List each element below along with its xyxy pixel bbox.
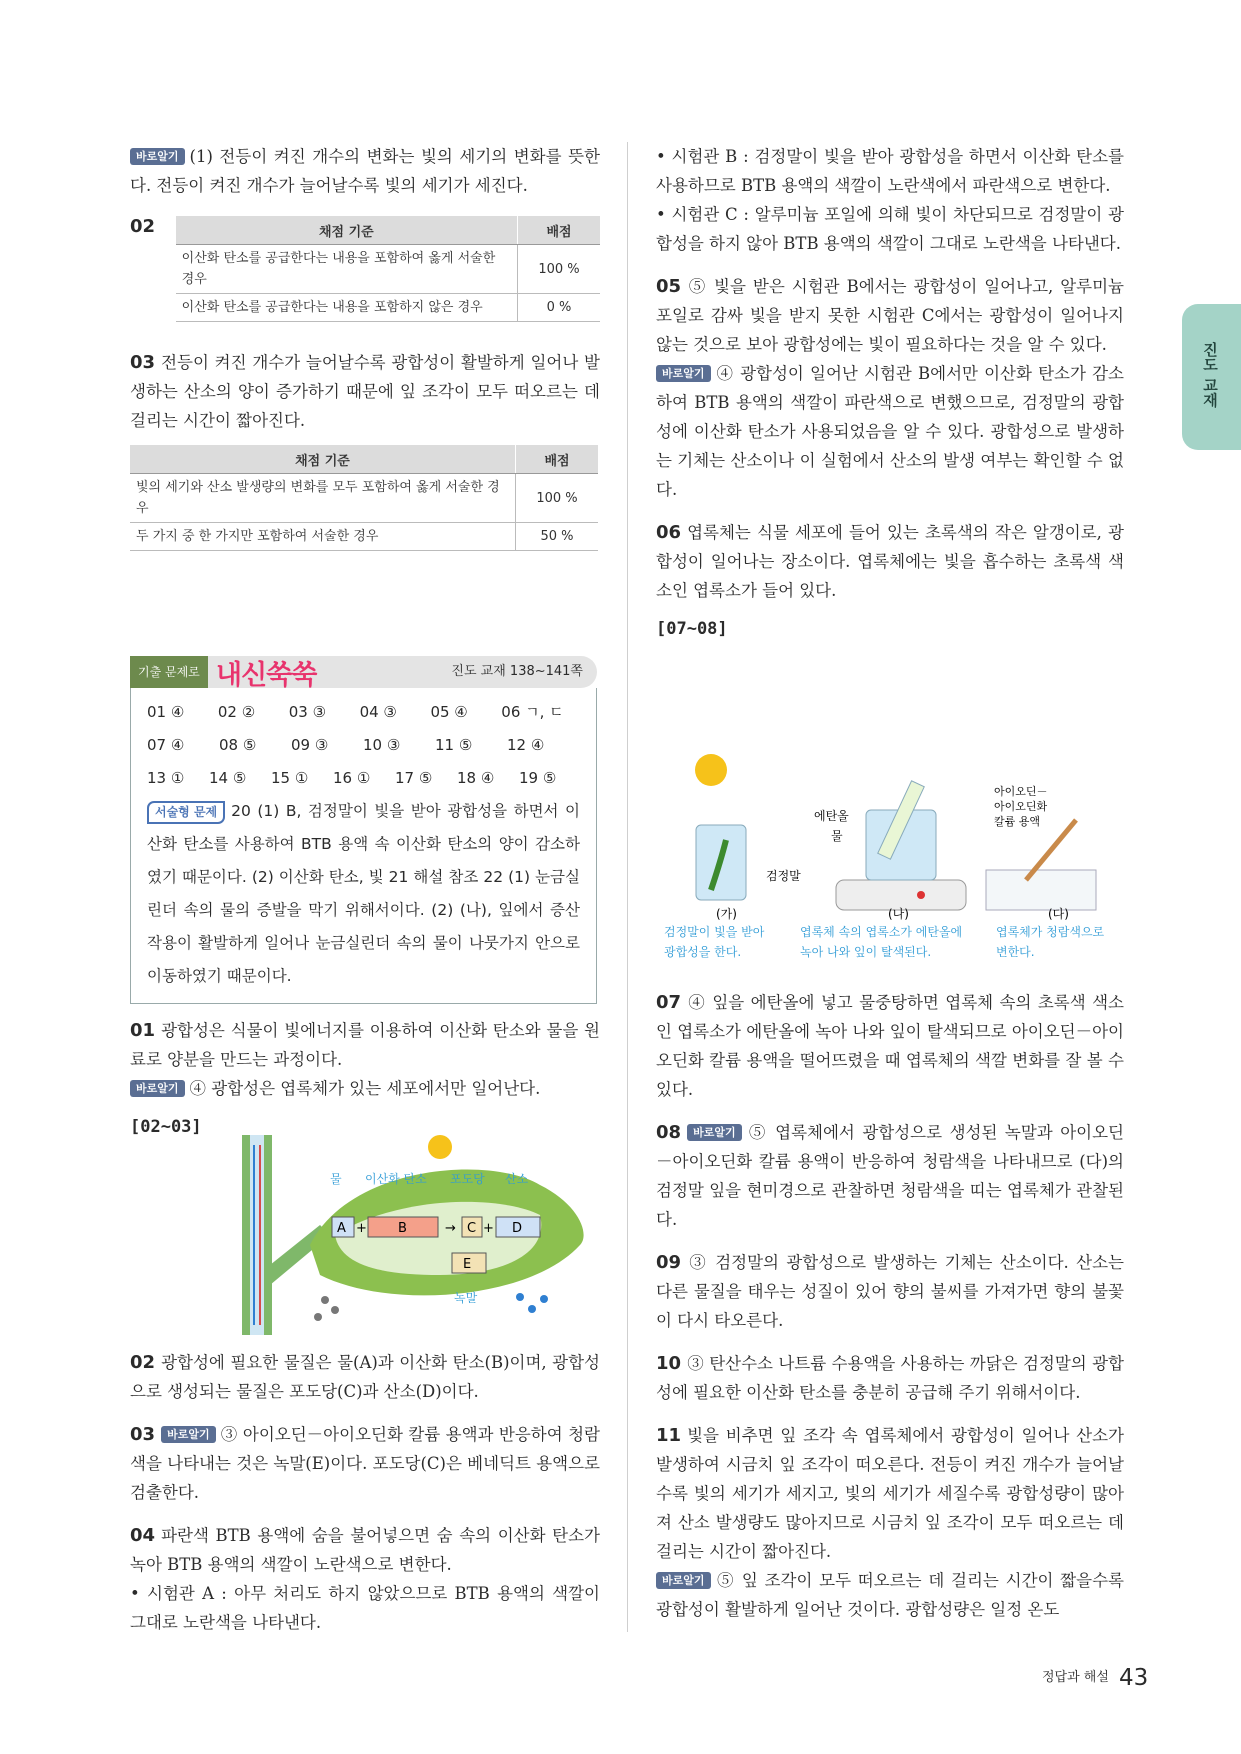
intro-note: 바로알기 (1) 전등이 켜진 개수의 변화는 빛의 세기의 변화를 뜻한다. 전등이 켜진 개수가 늘어날수록 빛의 세기가 세진다.	[130, 147, 600, 195]
svg-text:→: →	[445, 1221, 456, 1236]
answer-row: 13 ① 14 ⑤ 15 ① 16 ① 17 ⑤ 18 ④ 19 ⑤	[147, 769, 557, 787]
q02-number: 02	[130, 216, 156, 237]
sun-icon	[695, 754, 727, 786]
experiment-diagram	[656, 750, 1124, 920]
svg-text:A: A	[337, 1221, 346, 1236]
answer-header	[130, 656, 597, 691]
caption-da: 엽록체가 청람색으로 변한다.	[996, 925, 1105, 959]
answer-box	[130, 656, 597, 1004]
svg-text:+: +	[483, 1221, 494, 1236]
svg-text:B: B	[398, 1221, 407, 1236]
svg-text:칼륨 용액: 칼륨 용액	[994, 815, 1041, 828]
leaf-diagram	[240, 1125, 600, 1335]
left-column	[130, 142, 600, 551]
figure1-title: [02~03]	[130, 1117, 202, 1137]
a07-text: 07 ④ 잎을 에탄올에 넣고 물중탕하면 엽록체 속의 초록색 색소인 엽록소가 에탄올에 녹아 나와 잎이 탈색되므로 아이오딘－아이오딘화 칼륨 용액을 떨어뜨렸을 때 엽록체의 색깔 변화를 잘 볼 수 있다.	[656, 992, 1124, 1099]
a09-text: 09 ③ 검정말의 광합성으로 발생하는 기체는 산소이다. 산소는 다른 물질을 태우는 성질이 있어 향의 불씨를 가져가면 향의 불꽃이 다시 타오른다.	[656, 1252, 1124, 1330]
footer-title: 정답과 해설	[1042, 1670, 1109, 1685]
svg-text:(다): (다)	[1048, 907, 1069, 920]
a08-text: 08 바로알기 ⑤ 엽록체에서 광합성으로 생성된 녹말과 아이오딘－아이오딘화 칼륨 용액이 반응하여 청람색을 나타내므로 (다)의 검정말 잎을 현미경으로 관찰하면 청람색을 띠는 엽록체가 관찰된다.	[656, 1122, 1124, 1229]
right-column	[656, 142, 1124, 647]
note-tag: 바로알기	[130, 148, 185, 165]
svg-text:포도당: 포도당	[450, 1172, 485, 1186]
caption-na: 엽록체 속의 엽록소가 에탄올에 녹아 나와 잎이 탈색된다.	[800, 925, 963, 959]
a05-note: 바로알기 ④ 광합성이 일어난 시험관 B에서만 이산화 탄소가 감소하여 BTB 용액의 색깔이 파란색으로 변했으므로, 검정말의 광합성에 이산화 탄소가 사용되었음을 알 수 있다. 광합성으로 발생하는 기체는 산소이나 이 실험에서 산소의 발생 여부는 확인할 수 없다.	[656, 364, 1124, 499]
a11-text: 11 빛을 비추면 잎 조각 속 엽록체에서 광합성이 일어나 산소가 발생하여 시금치 잎 조각이 떠오른다. 전등이 켜진 개수가 늘어날수록 빛의 세기가 세지고, 빛의 세기가 세질수록 광합성량이 많아져 산소 발생량도 많아지므로 시금치 잎 조각이 모두 떠오르는 데 걸리는 시간이 짧아진다.	[656, 1425, 1124, 1561]
answer-row: 01 ④ 02 ② 03 ③ 04 ③ 05 ④ 06 ㄱ, ㄷ	[147, 703, 564, 721]
q03-scoring-table: 채점 기준 배점 빛의 세기와 산소 발생량의 변화를 모두 포함하여 옳게 서술한 경우 100 % 두 가지 중 한 가지만 포함하여 서술한 경우 50 %	[130, 445, 598, 551]
page-number: 43	[1118, 1665, 1149, 1691]
column-divider	[627, 142, 628, 1632]
brand-title: 내신쑥쑥	[216, 660, 317, 691]
side-tab[interactable]: 진도 교재	[1182, 304, 1241, 450]
svg-text:D: D	[512, 1221, 523, 1236]
sun-icon	[428, 1135, 452, 1159]
svg-text:아이오딘화: 아이오딘화	[994, 800, 1048, 813]
essay-answers: 서술형 문제 20 (1) B, 검정말이 빛을 받아 광합성을 하면서 이산화 탄소를 사용하여 BTB 용액 속 이산화 탄소의 양이 감소하였기 때문이다. (2) 이산화 탄소, 빛 21 해설 참조 22 (1) 눈금실린더 속의 물의 증발을 막기 위해서이다. (2) (나), 잎에서 증산 작용이 활발하게 일어나 눈금실린더 속의 물이 나뭇가지 안으로 이동하였기 때문이다.	[147, 802, 580, 985]
svg-text:산소: 산소	[505, 1172, 529, 1186]
answer-row: 07 ④ 08 ⑤ 09 ③ 10 ③ 11 ⑤ 12 ④	[147, 736, 545, 754]
q02-block	[130, 216, 600, 322]
svg-text:녹말: 녹말	[454, 1291, 478, 1305]
a01-text: 01 광합성은 식물이 빛에너지를 이용하여 이산화 탄소와 물을 원료로 양분을 만드는 과정이다.	[130, 1020, 600, 1069]
svg-text:검정말: 검정말	[766, 869, 801, 883]
right-lower	[656, 988, 1124, 1624]
svg-text:아이오딘－: 아이오딘－	[994, 785, 1048, 798]
q02-scoring-table: 채점 기준 배점 이산화 탄소를 공급한다는 내용을 포함하여 옳게 서술한 경우 100 % 이산화 탄소를 공급한다는 내용을 포함하지 않은 경우 0 %	[176, 216, 600, 322]
page-footer	[1042, 1665, 1148, 1691]
a03-text: 03 바로알기 ③ 아이오딘－아이오딘화 칼륨 용액과 반응하여 청람색을 나타내는 것은 녹말(E)이다. 포도당(C)은 베네딕트 용액으로 검출한다.	[130, 1424, 600, 1502]
a04-bullet: • 시험관 A : 아무 처리도 하지 않았으므로 BTB 용액의 색깔이 그대로 노란색을 나타낸다.	[130, 1584, 600, 1632]
bullet-b: • 시험관 B : 검정말이 빛을 받아 광합성을 하면서 이산화 탄소를 사용하므로 BTB 용액의 색깔이 노란색에서 파란색으로 변한다.	[656, 147, 1124, 195]
svg-text:물: 물	[330, 1172, 342, 1186]
caption-ga: 검정말이 빛을 받아 광합성을 한다.	[664, 925, 765, 959]
svg-text:(가): (가)	[716, 907, 737, 920]
slide	[986, 870, 1096, 910]
a05-text: 05 ⑤ 빛을 받은 시험관 B에서는 광합성이 일어나고, 알루미늄 포일로 감싸 빛을 받지 못한 시험관 C에서는 광합성이 일어나지 않는 것으로 보아 광합성에는 빛이 필요하다는 것을 알 수 있다.	[656, 276, 1124, 354]
a01-note: 바로알기 ④ 광합성은 엽록체가 있는 세포에서만 일어난다.	[130, 1074, 600, 1103]
svg-text:C: C	[467, 1221, 477, 1236]
answer-grid	[130, 688, 597, 1004]
figure2-title: [07~08]	[656, 619, 728, 639]
page-reference: 진도 교재 138~141쪽	[451, 664, 583, 679]
a06-text: 06 엽록체는 식물 세포에 들어 있는 초록색의 작은 알갱이로, 광합성이 일어나는 장소이다. 엽록체에는 빛을 흡수하는 초록색 색소인 엽록소가 들어 있다.	[656, 522, 1124, 600]
a10-text: 10 ③ 탄산수소 나트륨 수용액을 사용하는 까닭은 검정말의 광합성에 필요한 이산화 탄소를 충분히 공급해 주기 위해서이다.	[656, 1353, 1124, 1402]
essay-tag: 서술형 문제	[147, 801, 225, 824]
left-bottom	[130, 1348, 600, 1637]
hot-plate	[836, 880, 966, 910]
svg-text:에탄올: 에탄올	[814, 809, 849, 823]
bullet-c: • 시험관 C : 알루미늄 포일에 의해 빛이 차단되므로 검정말이 광합성을 하지 않아 BTB 용액의 색깔이 그대로 노란색을 나타낸다.	[656, 205, 1124, 253]
a02-text: 02 광합성에 필요한 물질은 물(A)과 이산화 탄소(B)이며, 광합성으로 생성되는 물질은 포도당(C)과 산소(D)이다.	[130, 1352, 600, 1401]
svg-text:이산화 탄소: 이산화 탄소	[365, 1172, 427, 1186]
svg-text:(나): (나)	[888, 907, 909, 920]
svg-text:물: 물	[831, 829, 843, 843]
a04-text: 04 파란색 BTB 용액에 숨을 불어넣으면 숨 속의 이산화 탄소가 녹아 BTB 용액의 색깔이 노란색으로 변한다.	[130, 1525, 600, 1574]
a11-note: 바로알기 ⑤ 잎 조각이 모두 떠오르는 데 걸리는 시간이 짧을수록 광합성이 활발하게 일어난 것이다. 광합성량은 일정 온도	[656, 1571, 1124, 1619]
answer-label: 기출 문제로	[130, 656, 208, 688]
svg-text:+: +	[356, 1221, 367, 1236]
q03-text: 03 전등이 켜진 개수가 늘어날수록 광합성이 활발하게 일어나 발생하는 산소의 양이 증가하기 때문에 잎 조각이 모두 떠오르는 데 걸리는 시간이 짧아진다.	[130, 352, 600, 430]
svg-text:E: E	[463, 1257, 472, 1272]
